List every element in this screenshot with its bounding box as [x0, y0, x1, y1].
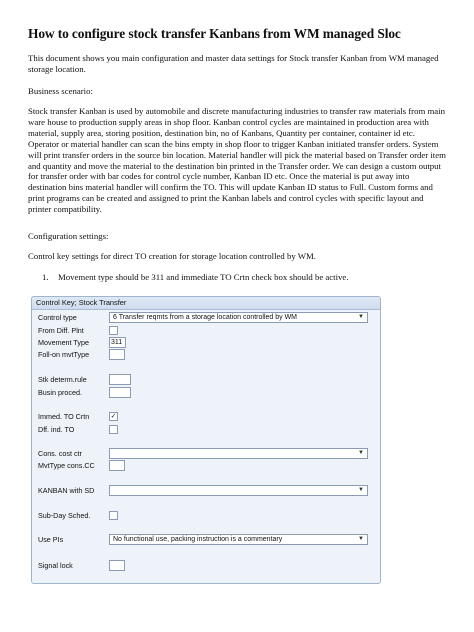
signal-lock-label: Signal lock [38, 561, 73, 570]
immed-to-checkbox[interactable]: ✓ [110, 413, 117, 420]
row-busin-proced [38, 387, 158, 398]
sub-day-sched-checkbox[interactable] [109, 511, 118, 520]
step-1 [42, 272, 462, 283]
row-signal-lock [38, 560, 158, 571]
row-immed-to [38, 411, 158, 422]
row-foll-on-mvt [38, 349, 158, 360]
row-mvt-type-cons [38, 460, 158, 471]
from-diff-plnt-checkbox[interactable] [109, 326, 118, 335]
business-heading: Business scenario: [28, 86, 93, 96]
kanban-with-sd-label: KANBAN with SD [38, 486, 95, 495]
kanban-with-sd-select[interactable] [109, 485, 368, 496]
chevron-down-icon[interactable]: ▼ [358, 450, 364, 456]
control-key-panel [31, 296, 381, 584]
foll-on-mvt-input[interactable] [109, 349, 125, 360]
step-text: Movement type should be 311 and immediate TO Crtn check box should be active. [58, 272, 349, 282]
chevron-down-icon[interactable]: ▼ [358, 487, 364, 493]
cons-cost-ctr-select[interactable] [109, 448, 368, 459]
business-paragraph: Stock transfer Kanban is used by automobile and discrete manufacturing industries to transfer raw materials from main ware house to production supply areas in shop floor. Kanban control cycles are maintained in production area with material, supply area, storing position, destination bin, no of Kanbans, Quantity per container, container id etc. Operator or material handler can scan the bins empty in shop floor to trigger Kanban initiated transfer orders. System will print transfer orders in the source bin location. Material handler will pick the material based on Transfer order item and quantity and move the material to the destination bin printed in the Transfer order. We can design a custom output for transfer order with bar codes for control cycle number, Kanban ID etc. Once the material is put away into destination bins material handler will confirm the TO. This will update Kanban ID status to Full. Custom forms and print programs can be created and assigned to print the Kanban labels and control cycles with specific layout and printer compatibility. [28, 106, 446, 215]
row-dff-ind-to [38, 424, 158, 435]
row-cons-cost-ctr [38, 448, 378, 459]
control-type-value: 6 Transfer reqmts from a storage location controlled by WM [113, 314, 298, 321]
foll-on-mvt-label: Foll-on mvtType [38, 350, 90, 359]
chevron-down-icon[interactable]: ▼ [358, 314, 364, 320]
row-from-diff-plnt [38, 325, 158, 336]
movement-type-input[interactable]: 311 [109, 337, 126, 348]
mvt-type-cons-label: MvtType cons.CC [38, 461, 95, 470]
row-control-type [38, 312, 378, 323]
busin-proced-label: Busin proced. [38, 388, 82, 397]
immed-to-label: Immed. TO Crtn [38, 412, 90, 421]
intro-paragraph: This document shows you main configuration and master data settings for Stock transfer Kanban from WM managed storage location. [28, 53, 439, 74]
chevron-down-icon[interactable]: ▼ [358, 536, 364, 542]
control-type-select[interactable] [109, 312, 368, 323]
cons-cost-ctr-label: Cons. cost ctr [38, 449, 82, 458]
control-key-paragraph: Control key settings for direct TO creation for storage location controlled by WM. [28, 251, 316, 261]
row-kanban-with-sd [38, 485, 378, 496]
config-heading: Configuration settings: [28, 231, 109, 241]
use-pis-select[interactable] [109, 534, 368, 545]
row-movement-type [38, 337, 158, 348]
page-title: How to configure stock transfer Kanbans from WM managed Sloc [28, 26, 401, 41]
from-diff-plnt-label: From Diff. Plnt [38, 326, 84, 335]
stk-determ-input[interactable] [109, 374, 131, 385]
busin-proced-input[interactable] [109, 387, 131, 398]
panel-header: Control Key; Stock Transfer [32, 297, 380, 310]
row-use-pis [38, 534, 378, 545]
row-stk-determ [38, 374, 158, 385]
stk-determ-label: Stk determ.rule [38, 375, 87, 384]
mvt-type-cons-input[interactable] [109, 460, 125, 471]
sub-day-sched-label: Sub-Day Sched. [38, 511, 91, 520]
control-type-label: Control type [38, 313, 77, 322]
signal-lock-input[interactable] [109, 560, 125, 571]
dff-ind-to-checkbox[interactable] [109, 425, 118, 434]
use-pis-label: Use PIs [38, 535, 64, 544]
step-number: 1. [42, 272, 49, 282]
movement-type-label: Movement Type [38, 338, 90, 347]
use-pis-value: No functional use, packing instruction is a commentary [113, 536, 283, 543]
dff-ind-to-label: Dff. ind. TO [38, 425, 75, 434]
row-sub-day-sched [38, 510, 158, 521]
